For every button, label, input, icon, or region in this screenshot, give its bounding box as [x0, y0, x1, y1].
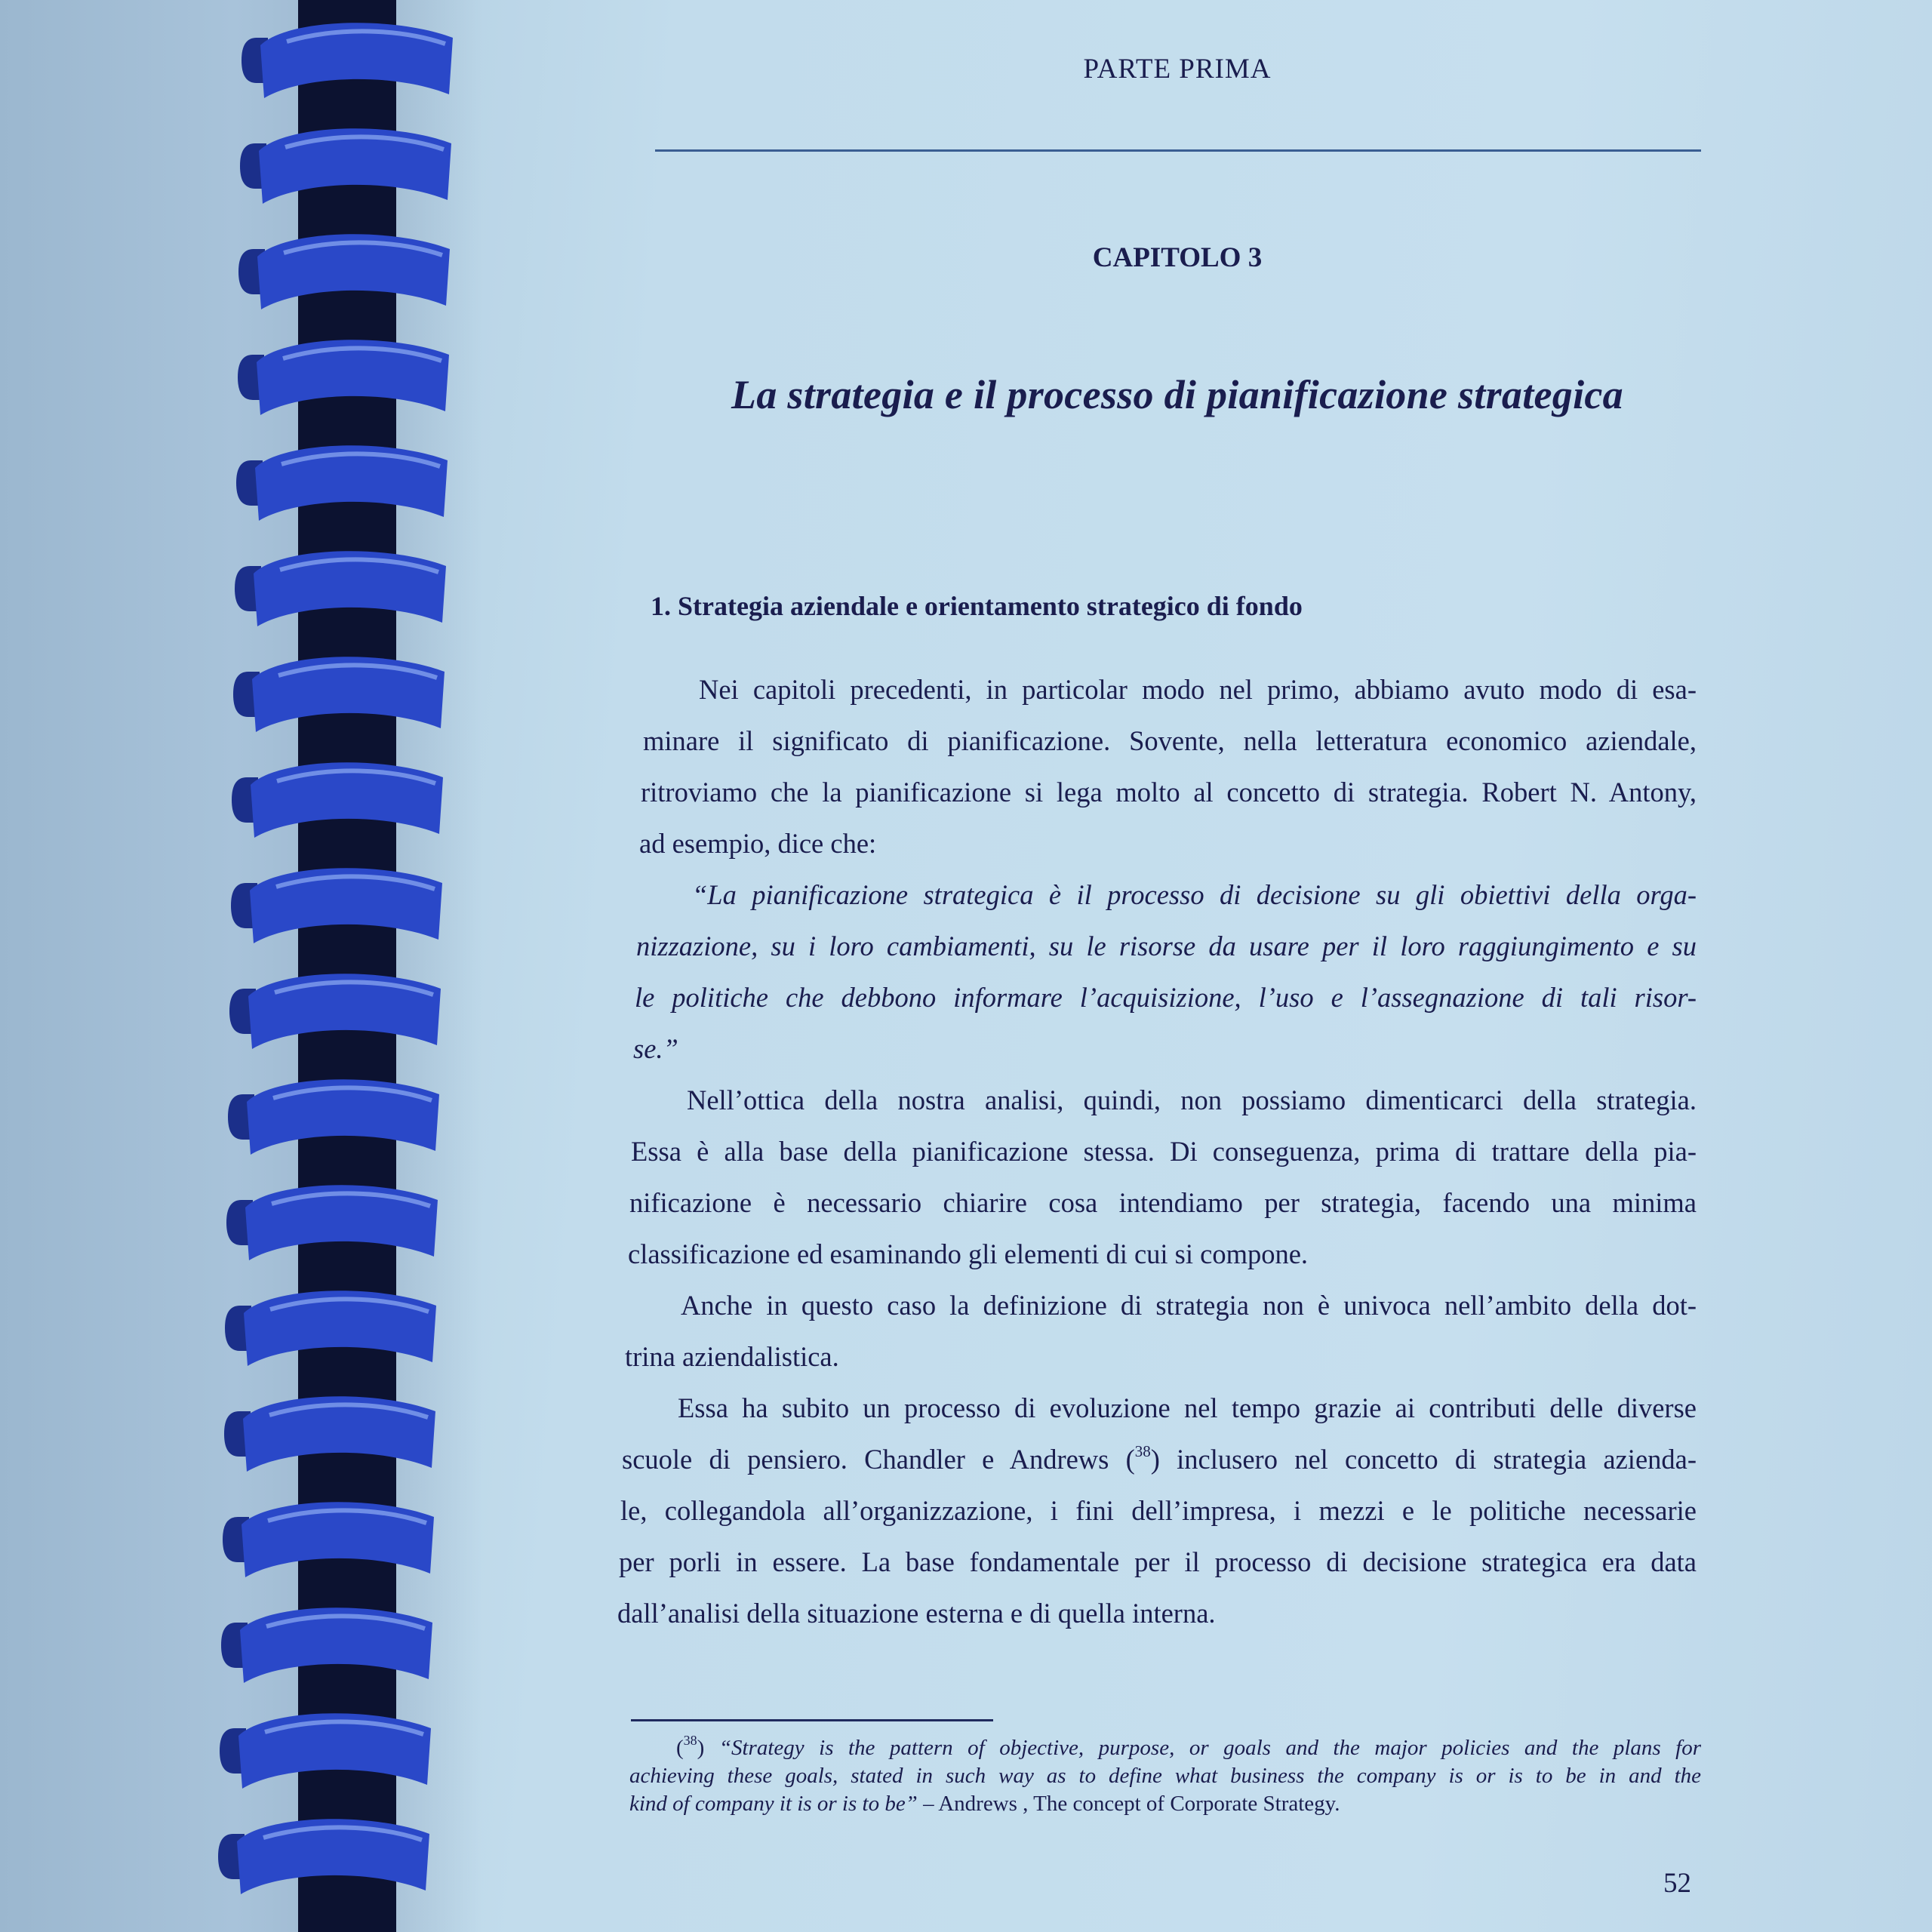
body-line: Essa è alla base della pianificazione stessa. Di conseguenza, prima di trattare della pia- — [631, 1136, 1697, 1167]
body-line: ritroviamo che la pianificazione si lega molto al concetto di strategia. Robert N. Antony, — [641, 777, 1697, 808]
quote-line: nizzazione, su i loro cambiamenti, su le risorse da usare per il loro raggiungimento e su — [636, 931, 1697, 961]
page-number: 52 — [1663, 1868, 1691, 1899]
footnote-quote: kind of company it is or is to be” — [629, 1792, 918, 1816]
footnote-citation: – Andrews , The concept of Corporate Strategy. — [917, 1792, 1340, 1816]
footnote-rule — [631, 1719, 993, 1721]
body-line: Nei capitoli precedenti, in particolar modo nel primo, abbiamo avuto modo di esa- — [699, 674, 1697, 705]
body-line: nificazione è necessario chiarire cosa intendiamo per strategia, facendo una minima — [629, 1187, 1697, 1218]
body-text — [617, 664, 1697, 1639]
body-line: ad esempio, dice che: — [639, 828, 877, 859]
footnote-quote: achieving these goals, stated in such way as to define what business the company is or is to be in and the — [629, 1764, 1701, 1788]
footnote-line — [629, 1762, 1701, 1790]
footnote-paren: ( — [676, 1736, 684, 1760]
footnote-paren: ) — [697, 1736, 705, 1760]
spiral-binding — [0, 0, 483, 1932]
quote-line: se.” — [633, 1033, 678, 1064]
body-line: minare il significato di pianificazione. Sovente, nella letteratura economico aziendale, — [643, 725, 1697, 756]
body-line: Anche in questo caso la definizione di strategia non è univoca nell’ambito della dot- — [681, 1290, 1697, 1321]
body-line: dall’analisi della situazione esterna e di quella interna. — [617, 1598, 1216, 1629]
footnote-line — [629, 1790, 1701, 1818]
chapter-title: La strategia e il processo di pianificazione strategica — [731, 372, 1623, 417]
body-line: le, collegandola all’organizzazione, i fini dell’impresa, i mezzi e le politiche necessarie — [620, 1495, 1697, 1526]
running-head: PARTE PRIMA — [1083, 54, 1272, 85]
quote-line: le politiche che debbono informare l’acquisizione, l’uso e l’assegnazione di tali risor- — [635, 982, 1697, 1013]
body-line: Nell’ottica della nostra analisi, quindi, non possiamo dimenticarci della strategia. — [687, 1084, 1697, 1115]
footnote-number: 38 — [683, 1733, 697, 1748]
body-text-fragment: scuole di pensiero. Chandler e Andrews ( — [622, 1444, 1135, 1475]
footnote-quote: “Strategy is the pattern of objective, purpose, or goals and the major policies and the plans for — [718, 1736, 1702, 1760]
footnote-marker — [676, 1733, 705, 1760]
body-line: classificazione ed esaminando gli elementi di cui si compone. — [628, 1238, 1309, 1269]
header-rule — [655, 149, 1701, 152]
section-heading: 1. Strategia aziendale e orientamento strategico di fondo — [651, 591, 1303, 621]
footnote-line — [629, 1734, 1701, 1762]
footnote — [629, 1734, 1701, 1818]
chapter-label: CAPITOLO 3 — [1092, 242, 1263, 273]
body-text-fragment: ) inclusero nel concetto di strategia azienda- — [1150, 1444, 1697, 1475]
footnote-reference: 38 — [1134, 1442, 1151, 1460]
body-line: per porli in essere. La base fondamentale per il processo di decisione strategica era data — [619, 1546, 1697, 1577]
body-line: Essa ha subito un processo di evoluzione nel tempo grazie ai contributi delle diverse — [678, 1392, 1697, 1423]
body-line — [622, 1434, 1697, 1485]
quote-line: “La pianificazione strategica è il processo di decisione su gli obiettivi della orga- — [692, 879, 1697, 910]
body-line: trina aziendalistica. — [625, 1341, 839, 1372]
